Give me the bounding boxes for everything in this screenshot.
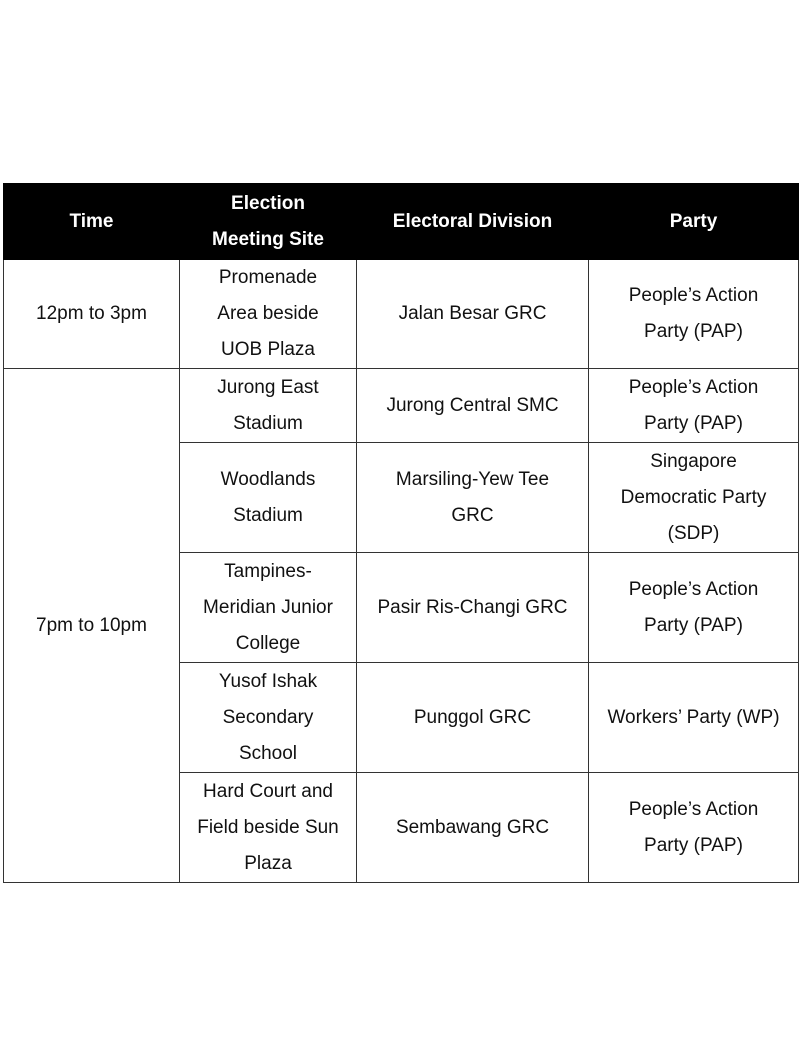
cell-party: People’s Action Party (PAP) [589, 260, 799, 369]
cell-meeting-site: Hard Court and Field beside Sun Plaza [180, 773, 357, 883]
cell-meeting-site: Promenade Area beside UOB Plaza [180, 260, 357, 369]
cell-party: Singapore Democratic Party (SDP) [589, 443, 799, 553]
cell-party: People’s Action Party (PAP) [589, 369, 799, 443]
header-electoral-division: Electoral Division [357, 184, 589, 260]
cell-meeting-site: Tampines-Meridian Junior College [180, 553, 357, 663]
header-time: Time [4, 184, 180, 260]
cell-time: 12pm to 3pm [4, 260, 180, 369]
cell-electoral-division: Sembawang GRC [357, 773, 589, 883]
cell-party: People’s Action Party (PAP) [589, 773, 799, 883]
cell-meeting-site: Woodlands Stadium [180, 443, 357, 553]
cell-electoral-division: Pasir Ris-Changi GRC [357, 553, 589, 663]
cell-electoral-division: Punggol GRC [357, 663, 589, 773]
cell-party: Workers’ Party (WP) [589, 663, 799, 773]
cell-electoral-division: Jurong Central SMC [357, 369, 589, 443]
cell-meeting-site: Jurong East Stadium [180, 369, 357, 443]
cell-electoral-division: Jalan Besar GRC [357, 260, 589, 369]
cell-electoral-division: Marsiling-Yew Tee GRC [357, 443, 589, 553]
table-row [4, 260, 799, 369]
cell-time: 7pm to 10pm [4, 369, 180, 883]
header-party: Party [589, 184, 799, 260]
header-meeting-site: Election Meeting Site [180, 184, 357, 260]
cell-meeting-site: Yusof Ishak Secondary School [180, 663, 357, 773]
table-row [4, 369, 799, 443]
election-rally-schedule-table [3, 183, 799, 883]
table-header-row [4, 184, 799, 260]
cell-party: People’s Action Party (PAP) [589, 553, 799, 663]
